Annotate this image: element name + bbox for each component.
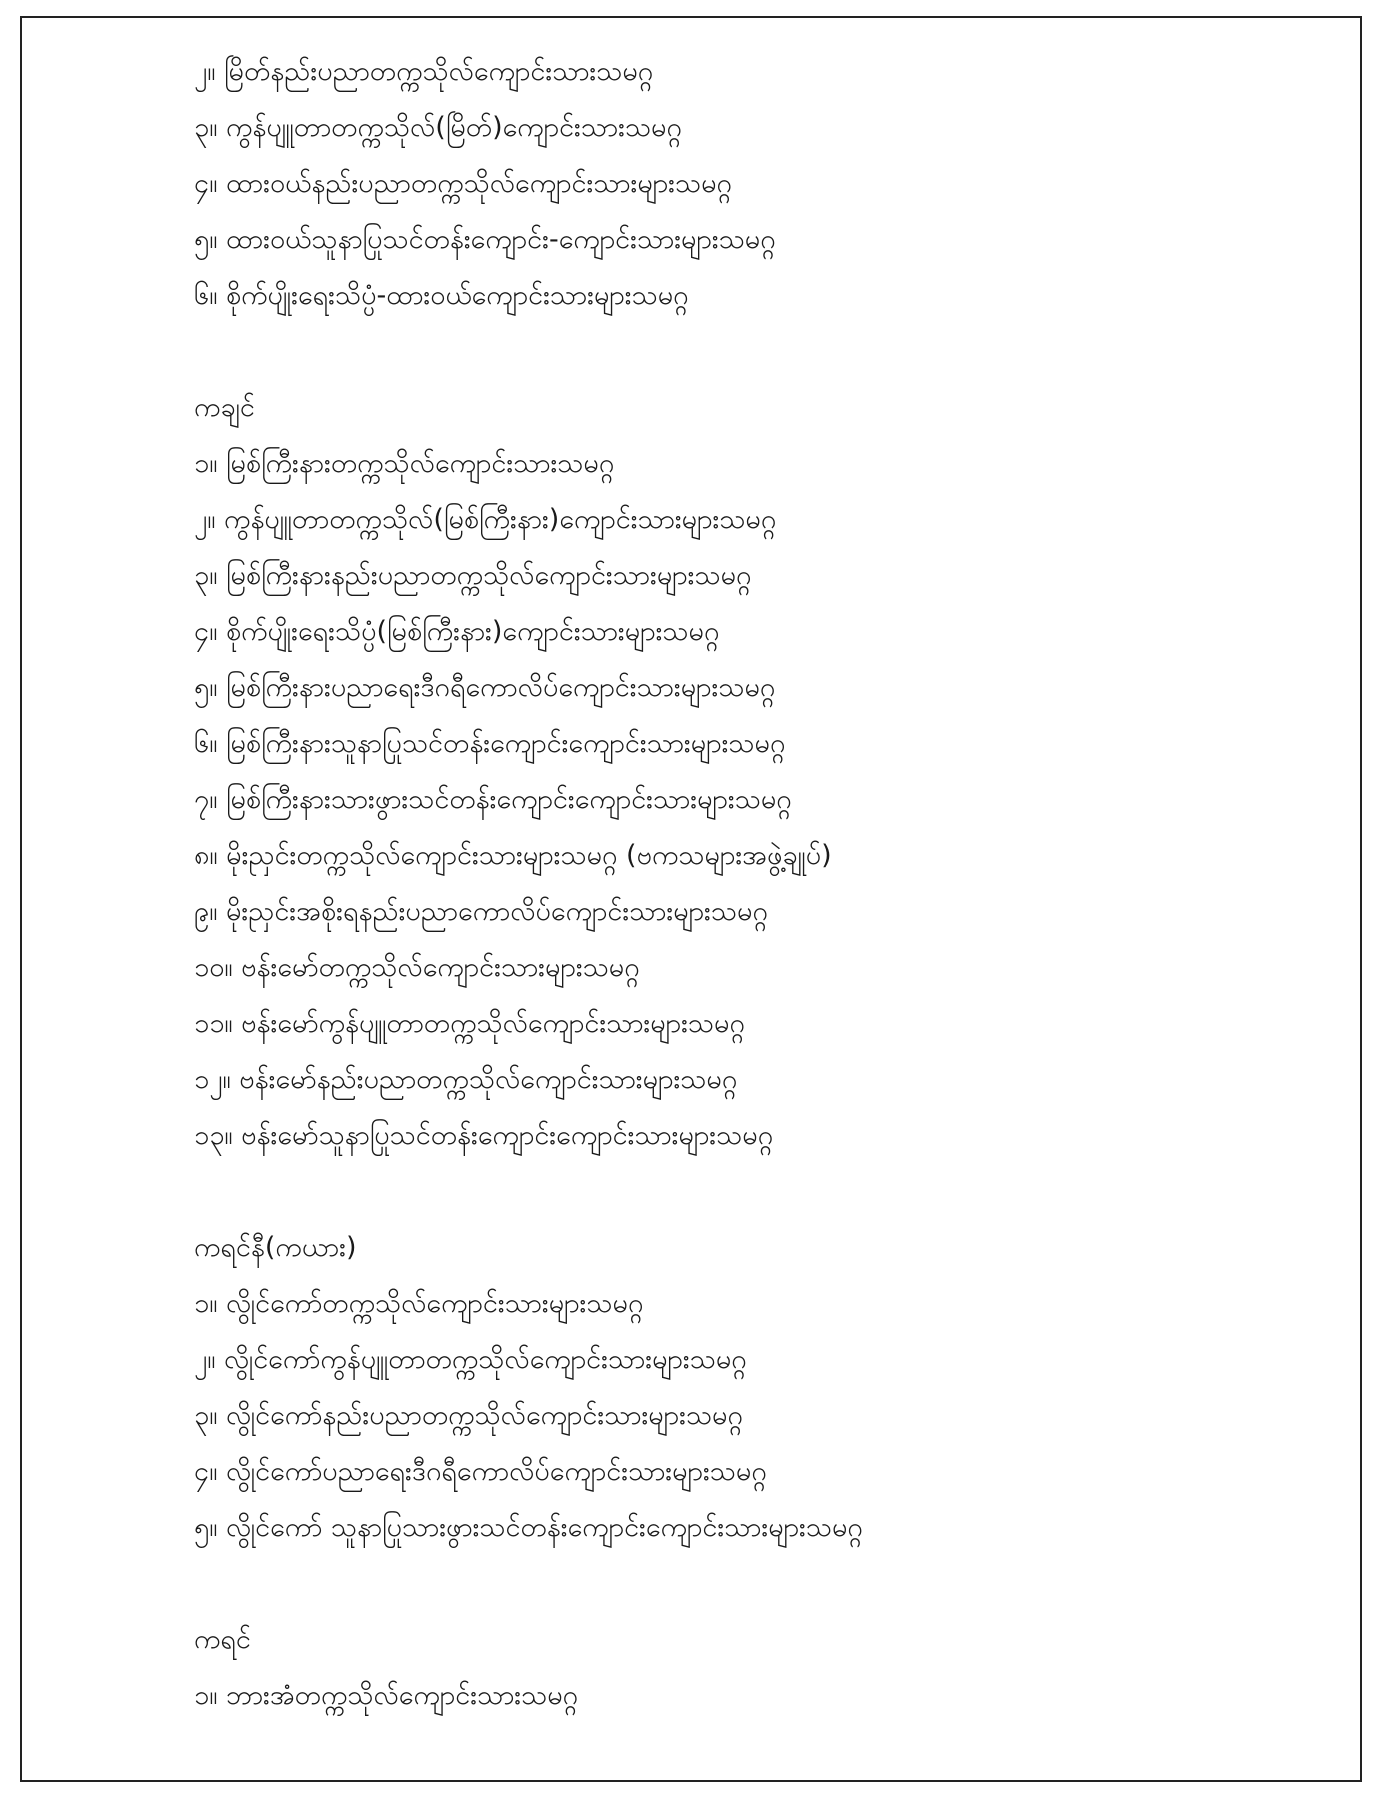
section-karen [194, 1612, 1314, 1724]
section-heading-karen: ကရင် [194, 1624, 251, 1655]
section-spacer [194, 1556, 1314, 1612]
list-item: ၂။ မြိတ်နည်းပညာတက္ကသိုလ်ကျောင်းသားသမဂ္ဂ [194, 56, 654, 87]
list-item: ၆။ မြစ်ကြီးနားသူနာပြုသင်တန်းကျောင်းကျောင်းသားများသမဂ္ဂ [194, 728, 786, 759]
list-item: ၁၂။ ဗန်းမော်နည်းပညာတက္ကသိုလ်ကျောင်းသားများသမဂ္ဂ [194, 1064, 738, 1095]
list-item: ၁။ မြစ်ကြီးနားတက္ကသိုလ်ကျောင်းသားသမဂ္ဂ [194, 448, 615, 479]
list-item: ၉။ မိုးညှင်းအစိုးရနည်းပညာကောလိပ်ကျောင်းသားများသမဂ္ဂ [194, 896, 768, 927]
section-spacer [194, 324, 1314, 380]
section-heading-kachin: ကချင် [194, 392, 255, 423]
section-spacer [194, 1164, 1314, 1220]
list-item: ၁။ ဘားအံတက္ကသိုလ်ကျောင်းသားသမဂ္ဂ [194, 1680, 579, 1711]
list-item: ၃။ ကွန်ပျူတာတက္ကသိုလ်(မြိတ်)ကျောင်းသားသမဂ္ဂ [194, 112, 682, 143]
section-continued-list [194, 44, 1314, 324]
list-item: ၄။ ထားဝယ်နည်းပညာတက္ကသိုလ်ကျောင်းသားများသမဂ္ဂ [194, 168, 732, 199]
list-item: ၁၁။ ဗန်းမော်ကွန်ပျူတာတက္ကသိုလ်ကျောင်းသားများသမဂ္ဂ [194, 1008, 745, 1039]
list-item: ၂။ ကွန်ပျူတာတက္ကသိုလ်(မြစ်ကြီးနား)ကျောင်းသားများသမဂ္ဂ [194, 504, 777, 535]
list-item: ၂။ လွိုင်ကော်ကွန်ပျူတာတက္ကသိုလ်ကျောင်းသားများသမဂ္ဂ [194, 1344, 747, 1375]
list-item: ၈။ မိုးညှင်းတက္ကသိုလ်ကျောင်းသားများသမဂ္ဂ (ဗကသများအဖွဲ့ချုပ်) [194, 840, 832, 871]
list-item: ၅။ မြစ်ကြီးနားပညာရေးဒီဂရီကောလိပ်ကျောင်းသားများသမဂ္ဂ [194, 672, 776, 703]
list-item: ၇။ မြစ်ကြီးနားသားဖွားသင်တန်းကျောင်းကျောင်းသားများသမဂ္ဂ [194, 784, 792, 815]
list-item: ၁၃။ ဗန်းမော်သူနာပြုသင်တန်းကျောင်းကျောင်းသားများသမဂ္ဂ [194, 1120, 774, 1151]
section-heading-karenni: ကရင်နီ(ကယား) [194, 1232, 357, 1263]
list-item: ၅။ လွိုင်ကော် သူနာပြုသားဖွားသင်တန်းကျောင်းကျောင်းသားများသမဂ္ဂ [194, 1512, 863, 1543]
section-karenni [194, 1220, 1314, 1556]
list-item: ၅။ ထားဝယ်သူနာပြုသင်တန်းကျောင်း-ကျောင်းသားများသမဂ္ဂ [194, 224, 776, 255]
section-kachin [194, 380, 1314, 1164]
list-item: ၆။ စိုက်ပျိုးရေးသိပ္ပံ-ထားဝယ်ကျောင်းသားများသမဂ္ဂ [194, 280, 689, 311]
list-item: ၄။ စိုက်ပျိုးရေးသိပ္ပံ(မြစ်ကြီးနား)ကျောင်းသားများသမဂ္ဂ [194, 616, 720, 647]
list-item: ၃။ မြစ်ကြီးနားနည်းပညာတက္ကသိုလ်ကျောင်းသားများသမဂ္ဂ [194, 560, 752, 591]
list-item: ၄။ လွိုင်ကော်ပညာရေးဒီဂရီကောလိပ်ကျောင်းသားများသမဂ္ဂ [194, 1456, 767, 1487]
list-item: ၁၀။ ဗန်းမော်တက္ကသိုလ်ကျောင်းသားများသမဂ္ဂ [194, 952, 640, 983]
list-item: ၃။ လွိုင်ကော်နည်းပညာတက္ကသိုလ်ကျောင်းသားများသမဂ္ဂ [194, 1400, 743, 1431]
list-item: ၁။ လွိုင်ကော်တက္ကသိုလ်ကျောင်းသားများသမဂ္ဂ [194, 1288, 644, 1319]
document-content [194, 44, 1314, 1724]
